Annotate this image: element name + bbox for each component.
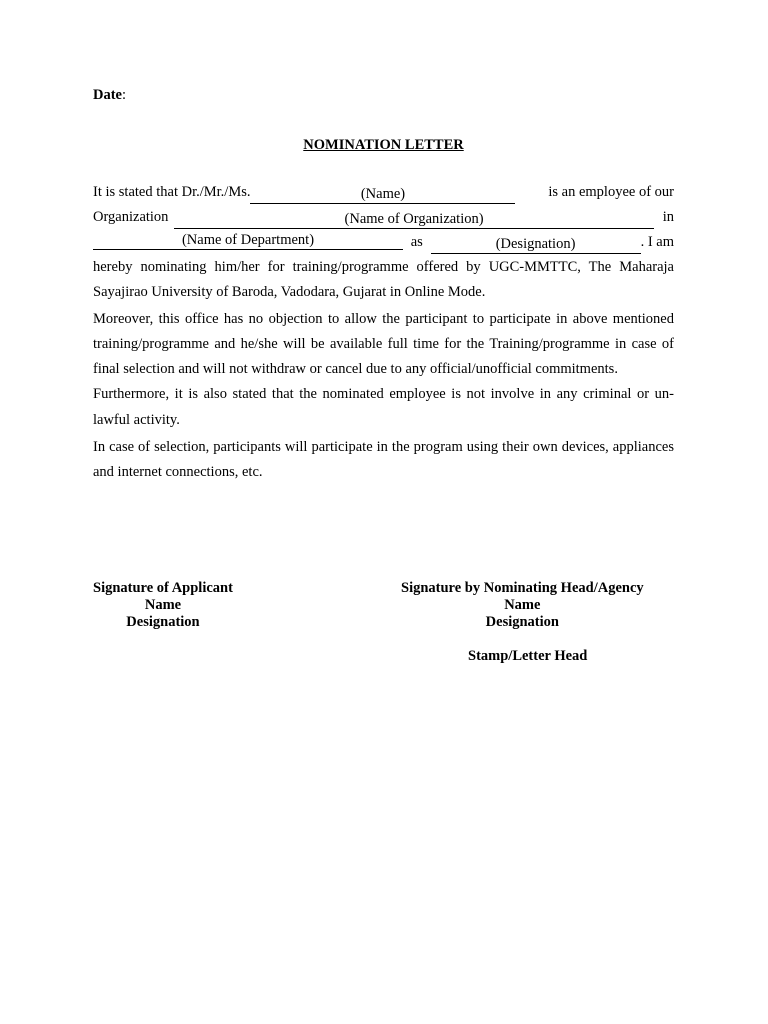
organization-line-prefix: Organization <box>93 209 169 225</box>
head-designation-label: Designation <box>485 614 559 630</box>
department-blank-field: (Name of Department) <box>93 232 403 250</box>
applicant-designation-label: Designation <box>126 614 200 630</box>
date-label: Date <box>93 87 122 103</box>
stamp-letter-head-label: Stamp/Letter Head <box>468 648 588 664</box>
department-line-suffix: . I am <box>640 234 674 250</box>
applicant-signature-label: Signature of Applicant <box>93 580 233 596</box>
head-name-label: Name <box>504 597 541 613</box>
name-line <box>93 180 674 205</box>
organization-blank-field: (Name of Organization) <box>174 211 654 229</box>
name-line-prefix: It is stated that Dr./Mr./Ms. <box>93 184 251 200</box>
declaration-paragraph: Furthermore, it is also stated that the nominated employee is not involve in any criminal or un-lawful activity. <box>93 386 674 428</box>
letter-title: NOMINATION LETTER <box>303 137 464 153</box>
department-line-as: as <box>410 234 423 250</box>
date-line <box>93 87 126 104</box>
nomination-text: hereby nominating him/her for training/programme offered by UGC-MMTTC, The Maharaja Sayajirao University of Baroda, Vadodara, Gujarat in Online Mode. <box>93 259 674 301</box>
name-blank-field: (Name) <box>250 186 515 204</box>
no-objection-paragraph: Moreover, this office has no objection to allow the participant to participate in above mentioned training/programme and he/she will be available full time for the Training/programme in case of final selection and will not withdraw or cancel due to any official/unofficial commitments. <box>93 310 674 378</box>
selection-paragraph: In case of selection, participants will participate in the program using their own devices, appliances and internet connections, etc. <box>93 439 674 481</box>
head-signature-block <box>401 580 644 631</box>
name-line-suffix: is an employee of our <box>548 184 674 200</box>
date-colon: : <box>122 87 127 103</box>
head-signature-label: Signature by Nominating Head/Agency <box>401 580 644 596</box>
organization-line <box>93 205 674 230</box>
designation-blank-field: (Designation) <box>431 236 641 254</box>
department-line <box>93 230 674 255</box>
applicant-name-label: Name <box>144 597 182 613</box>
letter-body <box>93 180 674 486</box>
organization-line-suffix: in <box>662 209 674 225</box>
applicant-signature-block <box>93 580 233 631</box>
